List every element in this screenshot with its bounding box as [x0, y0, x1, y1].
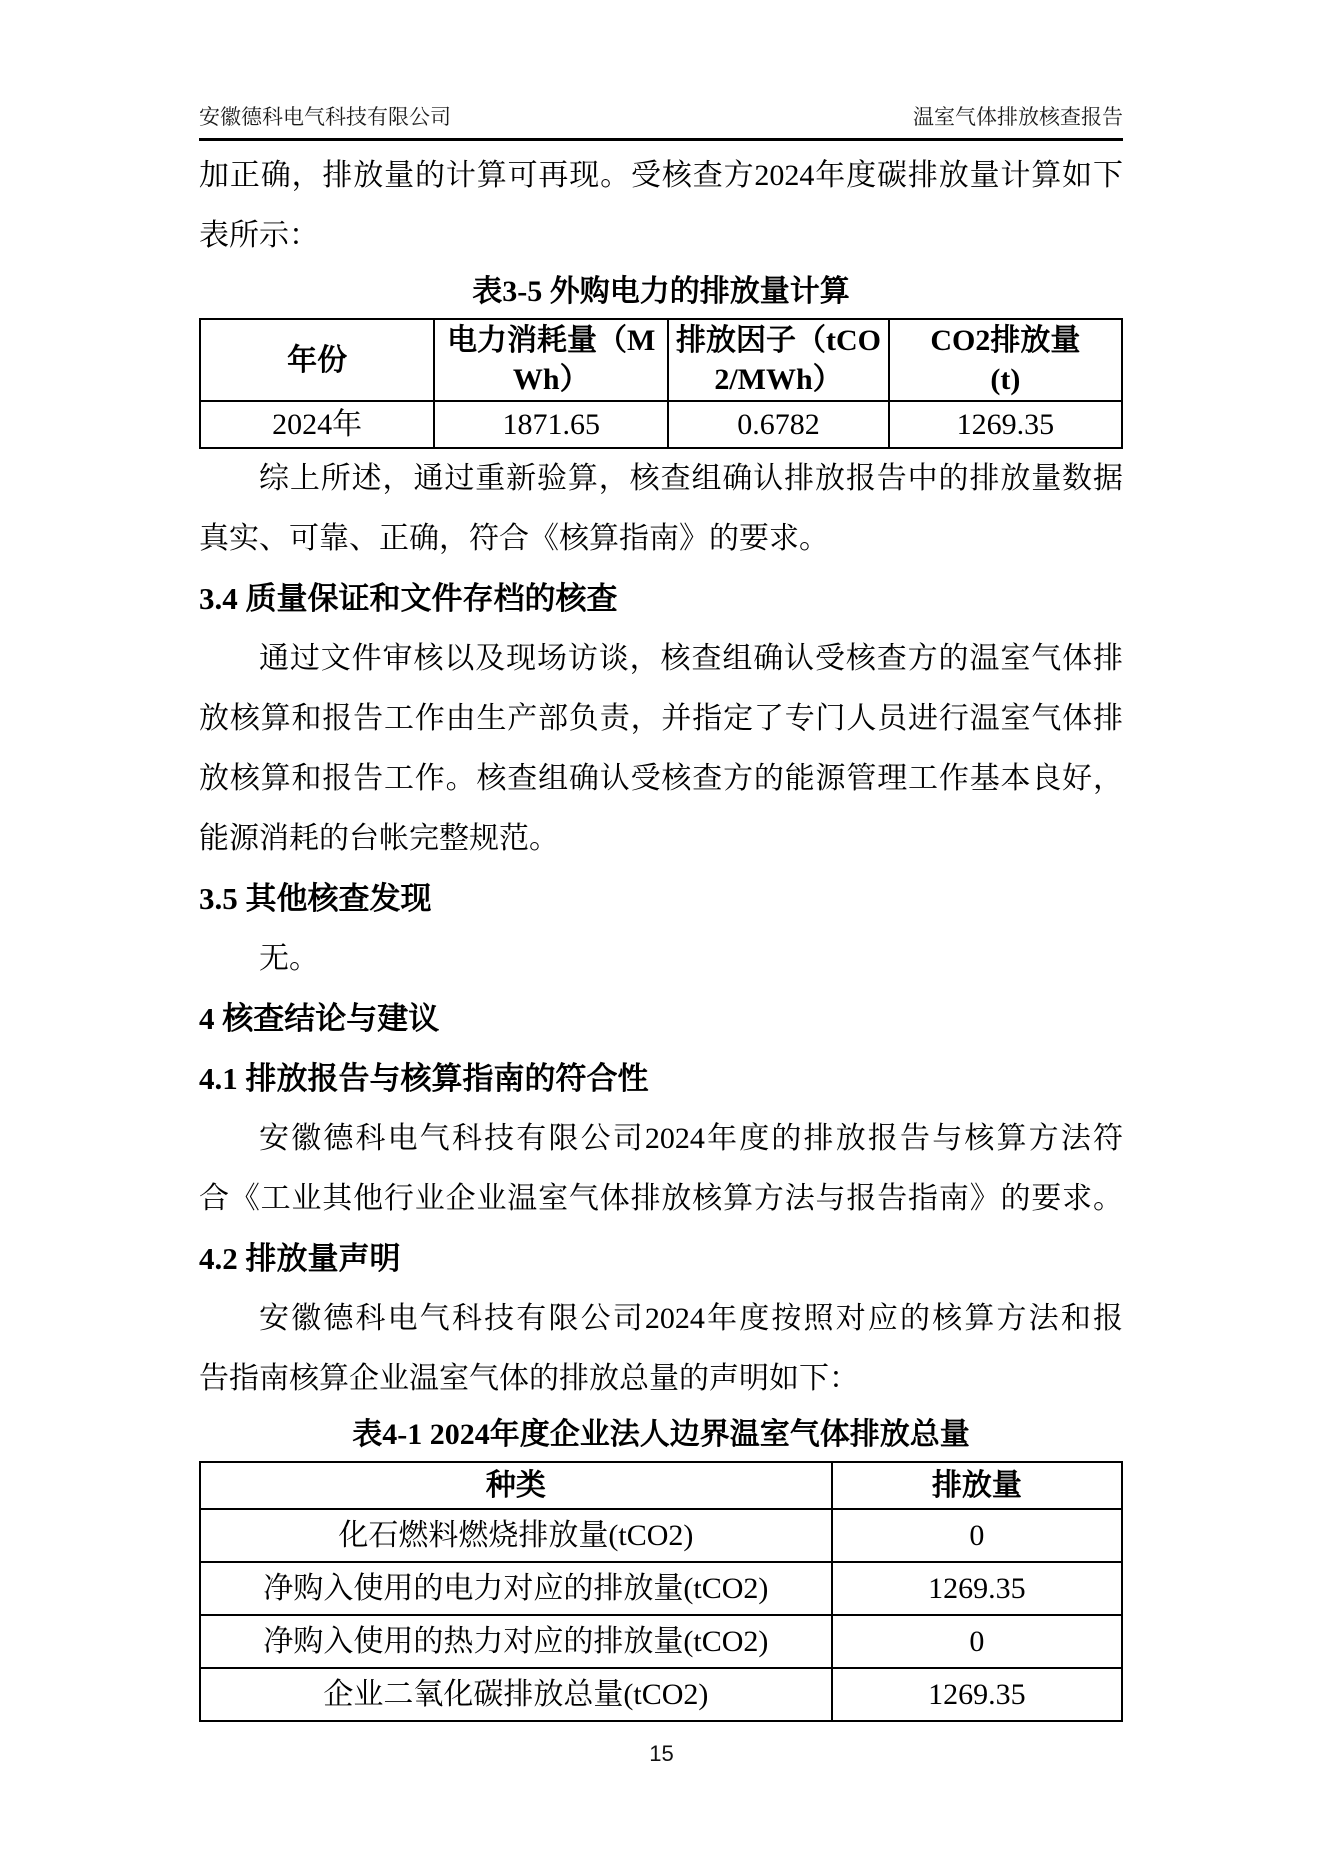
paragraph-line: 通过文件审核以及现场访谈，核查组确认受核查方的温室气体排: [259, 642, 1123, 675]
table-4-1-header-row: [200, 1462, 1122, 1509]
table-4-1-caption: 表4-1 2024年度企业法人边界温室气体排放总量: [352, 1418, 970, 1451]
table-cell-factor: 0.6782: [668, 401, 888, 448]
table-3-5: [199, 318, 1123, 449]
section-heading-3-5: 3.5 其他核查发现: [199, 881, 432, 916]
table-3-5-header-emission-line2: (t): [990, 363, 1021, 396]
table-3-5-header-consumption: 电力消耗量（MWh）: [434, 319, 668, 401]
paragraph-line: 放核算和报告工作。核查组确认受核查方的能源管理工作基本良好，: [199, 762, 1123, 795]
table-3-5-data-row: [200, 401, 1122, 448]
running-header-company: 安徽德科电气科技有限公司: [199, 105, 451, 129]
table-cell-category: 企业二氧化碳排放总量(tCO2): [200, 1668, 832, 1721]
table-4-1: [199, 1461, 1123, 1722]
table-3-5-header-emission: [889, 319, 1122, 401]
table-3-5-caption: 表3-5 外购电力的排放量计算: [472, 275, 850, 308]
section-heading-3-4: 3.4 质量保证和文件存档的核查: [199, 581, 618, 616]
paragraph-line: 无。: [259, 942, 319, 975]
paragraph-line: 安徽德科电气科技有限公司2024年度按照对应的核算方法和报: [259, 1302, 1123, 1335]
paragraph-line: 加正确，排放量的计算可再现。受核查方2024年度碳排放量计算如下: [199, 159, 1123, 192]
table-cell-category: 化石燃料燃烧排放量(tCO2): [200, 1509, 832, 1562]
page-content: [199, 100, 1123, 1722]
paragraph-line: 放核算和报告工作由生产部负责，并指定了专门人员进行温室气体排: [199, 702, 1123, 735]
section-heading-4-2: 4.2 排放量声明: [199, 1241, 401, 1276]
paragraph-line: 能源消耗的台帐完整规范。: [199, 822, 559, 855]
table-cell-amount: 1269.35: [832, 1668, 1122, 1721]
paragraph-line: 告指南核算企业温室气体的排放总量的声明如下：: [199, 1362, 859, 1395]
table-row: [200, 1668, 1122, 1721]
table-3-5-header-factor: 排放因子（tCO2/MWh）: [668, 319, 888, 401]
paragraph-line: 真实、可靠、正确，符合《核算指南》的要求。: [199, 522, 829, 555]
table-3-5-header-emission-line1: CO2排放量: [930, 324, 1081, 357]
section-heading-4: 4 核查结论与建议: [199, 1001, 440, 1036]
table-cell-amount: 1269.35: [832, 1562, 1122, 1615]
table-row: [200, 1562, 1122, 1615]
table-cell-amount: 0: [832, 1509, 1122, 1562]
running-header-title: 温室气体排放核查报告: [913, 105, 1123, 129]
table-cell-year: 2024年: [200, 401, 434, 448]
table-4-1-header-amount: 排放量: [832, 1462, 1122, 1509]
paragraph-line: 安徽德科电气科技有限公司2024年度的排放报告与核算方法符: [259, 1122, 1123, 1155]
section-heading-4-1: 4.1 排放报告与核算指南的符合性: [199, 1061, 649, 1096]
table-cell-consumption: 1871.65: [434, 401, 668, 448]
table-cell-category: 净购入使用的热力对应的排放量(tCO2): [200, 1615, 832, 1668]
table-3-5-header-row: [200, 319, 1122, 401]
page-number: 15: [649, 1741, 674, 1766]
table-4-1-header-category: 种类: [200, 1462, 832, 1509]
table-row: [200, 1615, 1122, 1668]
table-3-5-header-year: 年份: [200, 319, 434, 401]
paragraph-line: 综上所述，通过重新验算，核查组确认排放报告中的排放量数据: [259, 462, 1123, 495]
table-cell-category: 净购入使用的电力对应的排放量(tCO2): [200, 1562, 832, 1615]
table-cell-emission: 1269.35: [889, 401, 1122, 448]
paragraph-line: 合《工业其他行业企业温室气体排放核算方法与报告指南》的要求。: [199, 1182, 1123, 1215]
running-header: [199, 100, 1123, 141]
table-cell-amount: 0: [832, 1615, 1122, 1668]
table-row: [200, 1509, 1122, 1562]
paragraph-line: 表所示：: [199, 219, 319, 252]
